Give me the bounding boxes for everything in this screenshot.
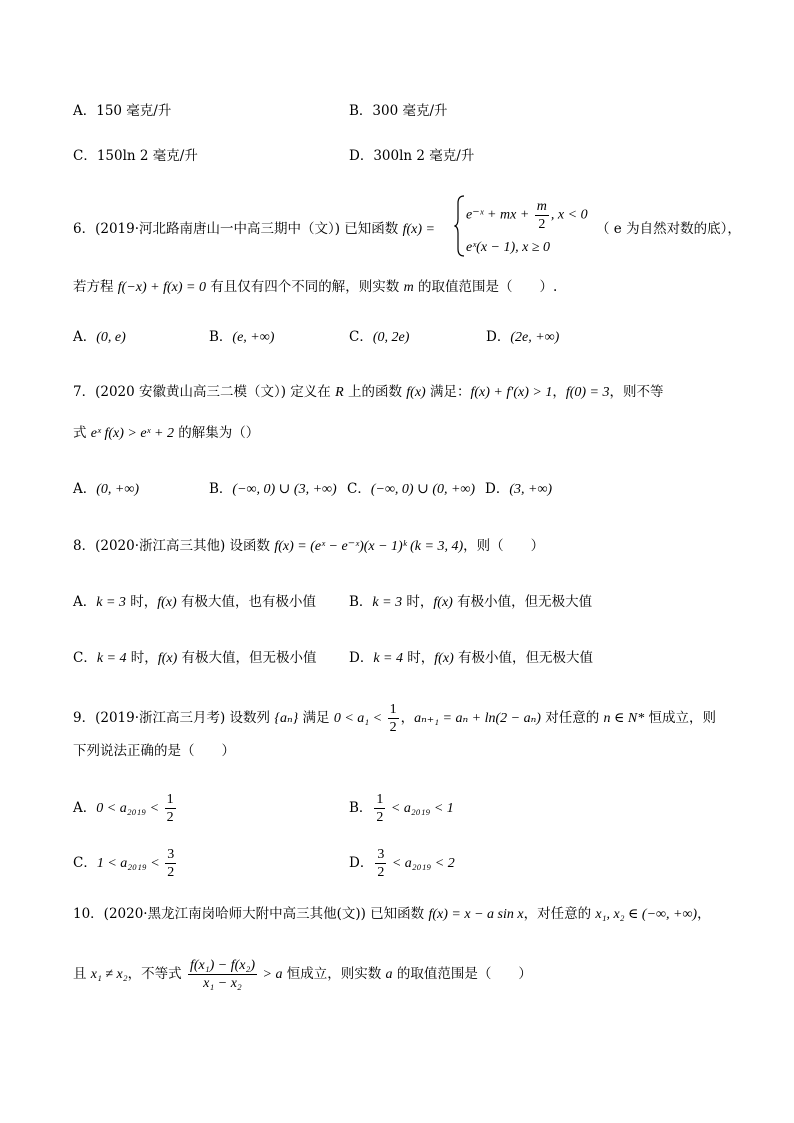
q8-stem: 8．(2020·浙江高三其他) 设函数 f(x) = (eˣ − e⁻ˣ)(x − 1)ᵏ (k = 3, 4)，则（ ） (73, 538, 545, 554)
q6-variable-m: m (403, 280, 414, 295)
q9-option-d: D． $\frac{3}{2}$ < a₂₀₁₉ < 2 (349, 847, 455, 880)
q5-option-a: A．150 毫克/升 (73, 103, 172, 119)
q6-piece-1: e⁻ˣ + mx + $\frac{m}{2}$ , x < 0 (466, 199, 588, 232)
q6-option-b: B．(e, +∞) (209, 329, 275, 345)
q6-note: （ e 为自然对数的底）， (596, 221, 741, 237)
q7-option-b: B．(−∞, 0) ∪ (3, +∞) (209, 481, 337, 497)
q8-option-a: A．k = 3 时，f(x) 有极大值，也有极小值 (73, 594, 316, 610)
q7-condition-1: f(x) + f′(x) > 1 (470, 385, 553, 400)
q7-stem-line1: 7．(2020 安徽黄山高三二模（文）) 定义在 R 上的函数 f(x) 满足：f(x) + f′(x) > 1，f(0) = 3，则不等 (73, 384, 664, 400)
q8-option-d: D．k = 4 时，f(x) 有极小值，但无极大值 (349, 650, 594, 666)
q7-stem-line2: 式 eˣ f(x) > eˣ + 2 的解集为（） (73, 425, 260, 441)
q6-prefix: 6．(2019·河北路南唐山一中高三期中（文）) 已知函数 (73, 221, 403, 237)
q10-function: f(x) = x − a sin x (428, 907, 524, 922)
q6-option-c: C．(0, 2e) (349, 329, 410, 345)
q9-stem-line1: 9．(2019·浙江高三月考) 设数列 {aₙ} 满足 0 < a₁ < $\frac{1}{2}$ ，aₙ₊₁ = aₙ + ln(2 − aₙ) 对任意的 n ∈ N* 恒成立，则 (73, 702, 717, 735)
q6-stem-line1 (73, 220, 435, 239)
q6-option-a: A．(0, e) (73, 329, 126, 345)
q5-option-b: B．300 毫克/升 (349, 103, 448, 119)
q5-option-c: C．150ln 2 毫克/升 (73, 148, 198, 164)
q10-difference-quotient: $\frac{\text{f(x₁) − f(x₂)}}{\text{x₁ − x₂}}$ (189, 958, 255, 991)
q6-equation: f(−x) + f(x) = 0 (117, 280, 206, 295)
q9-stem-line2: 下列说法正确的是（ ） (73, 743, 235, 759)
q8-option-b: B．k = 3 时，f(x) 有极小值，但无极大值 (349, 594, 593, 610)
q7-option-d: D．(3, +∞) (485, 481, 553, 497)
q10-stem-line2: 且 x₁ ≠ x₂，不等式 $\frac{\text{f(x₁) − f(x₂)}}{\text{x₁ − x₂}}$ > a 恒成立，则实数 a 的取值范围是（ ） (73, 958, 532, 991)
q9-option-a: A．0 < a₂₀₁₉ < $\frac{1}{2}$ (73, 792, 174, 825)
q7-inequality: eˣ f(x) > eˣ + 2 (90, 426, 174, 441)
q5-option-d: D．300ln 2 毫克/升 (349, 148, 475, 164)
q6-piece-2: eˣ(x − 1), x ≥ 0 (466, 240, 551, 255)
q8-function: f(x) = (eˣ − e⁻ˣ)(x − 1)ᵏ (k = 3, 4) (274, 539, 464, 554)
q6-stem-line2: 若方程 f(−x) + f(x) = 0 有且仅有四个不同的解，则实数 m 的取值范围是（ ）. (73, 279, 558, 295)
q8-option-c: C．k = 4 时，f(x) 有极大值，但无极小值 (73, 650, 317, 666)
q10-stem-line1: 10．(2020·黑龙江南岗哈师大附中高三其他(文)) 已知函数 f(x) = x − a sin x，对任意的 x₁, x₂ ∈ (−∞, +∞)， (73, 906, 711, 922)
q7-option-c: C．(−∞, 0) ∪ (0, +∞) (347, 481, 476, 497)
q9-option-b: B． $\frac{1}{2}$ < a₂₀₁₉ < 1 (349, 792, 454, 825)
q7-option-a: A．(0, +∞) (73, 481, 140, 497)
q7-condition-2: f(0) = 3 (565, 385, 610, 400)
q6-function-name: f(x) = (402, 222, 435, 237)
q6-piecewise-brace (454, 195, 466, 257)
q9-recurrence: aₙ₊₁ = aₙ + ln(2 − aₙ) (414, 711, 541, 726)
q6-option-d: D．(2e, +∞) (486, 329, 560, 345)
q9-sequence: {aₙ} (274, 711, 299, 726)
q9-option-c: C．1 < a₂₀₁₉ < $\frac{3}{2}$ (73, 847, 175, 880)
